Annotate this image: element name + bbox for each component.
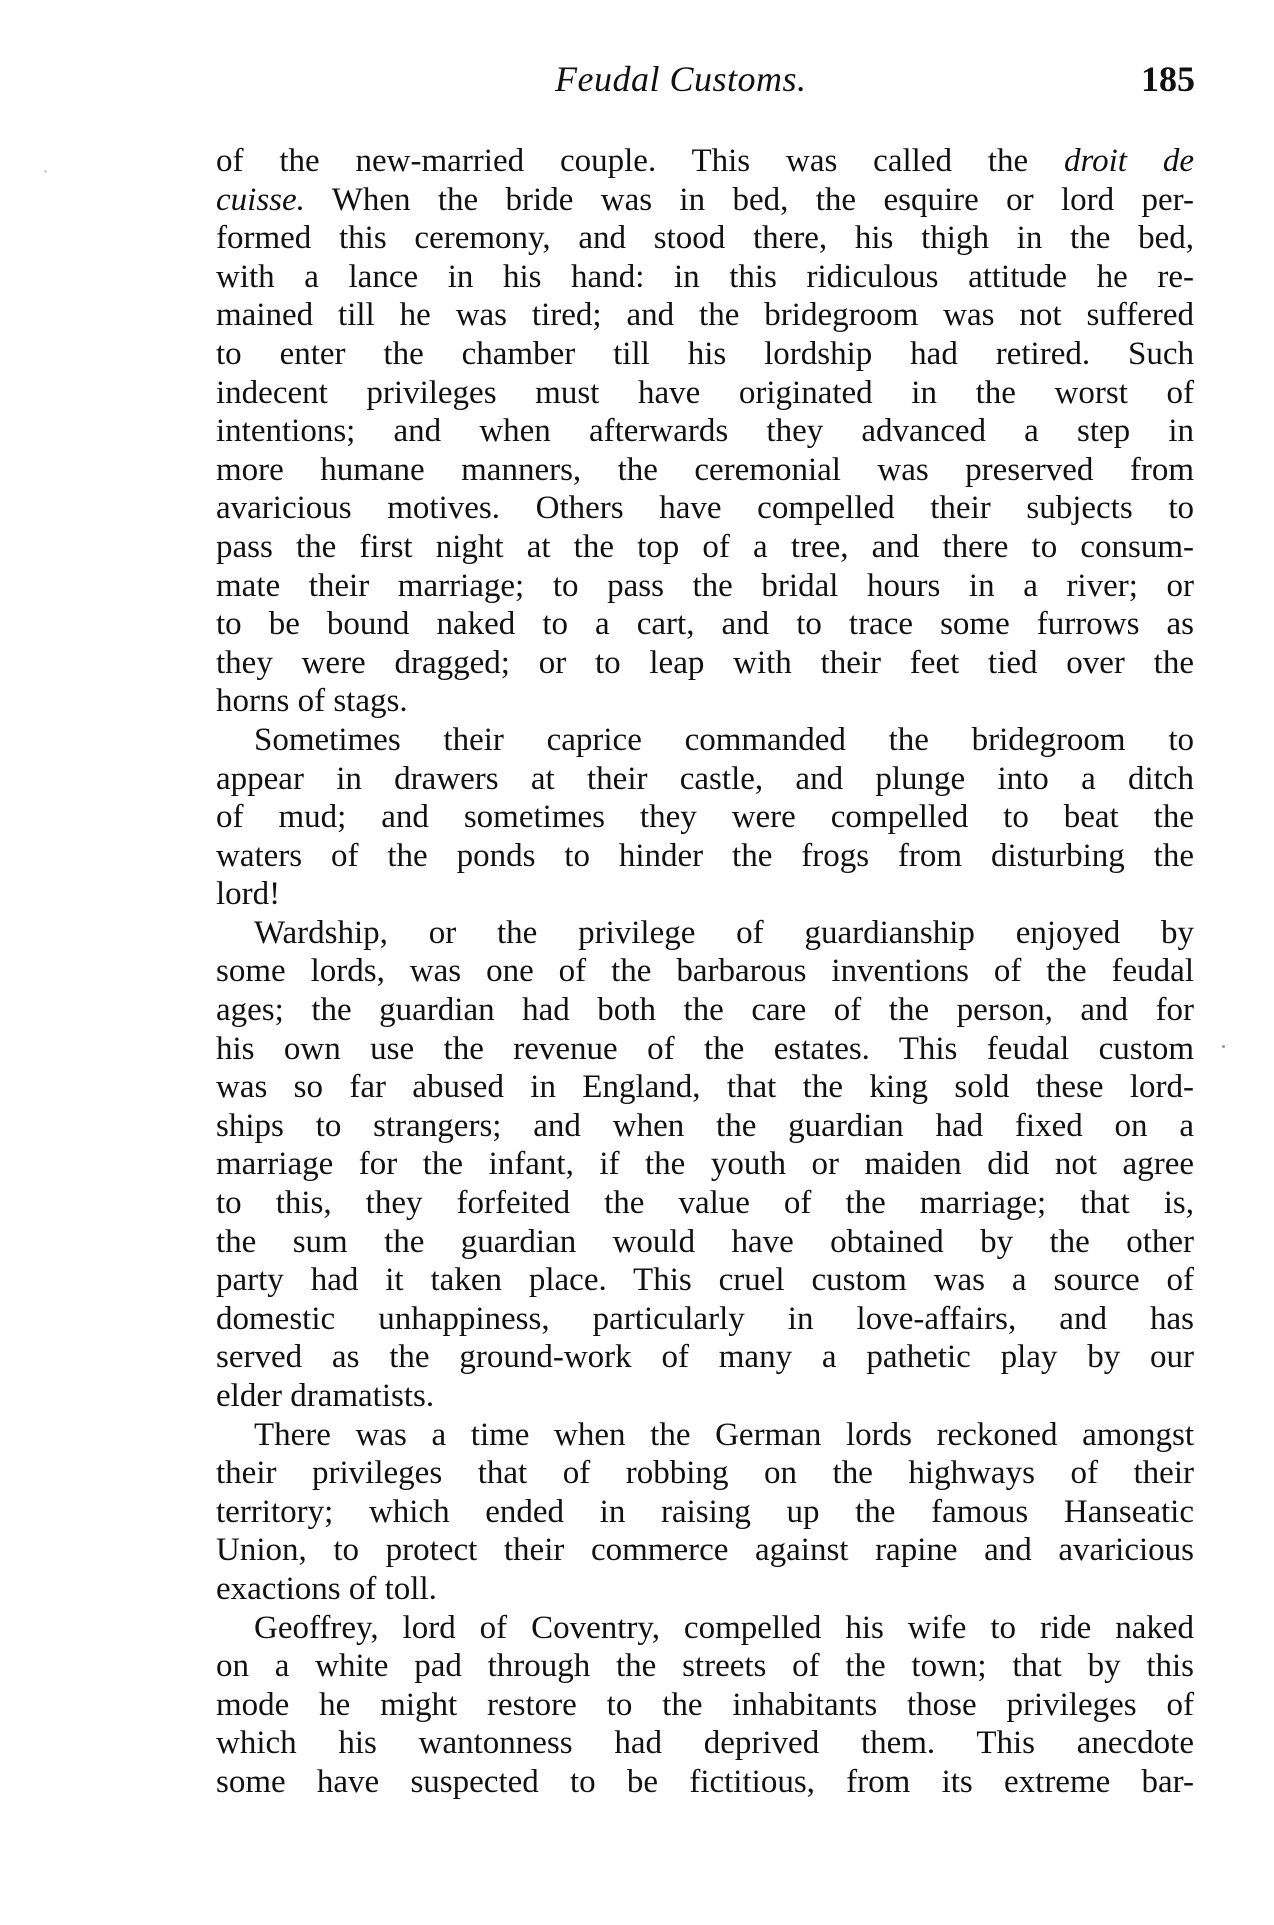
text-segment: with a lance in his hand: in this ridiculous attitude he re-: [216, 258, 1194, 295]
text-line: [216, 721, 1194, 760]
text-line: [216, 1184, 1194, 1223]
text-line: [216, 1377, 1194, 1416]
margin-speck: [1222, 1045, 1225, 1048]
text-segment: Geoffrey, lord of Coventry, compelled his wife to ride naked: [254, 1609, 1194, 1646]
text-line: [216, 1493, 1194, 1532]
text-line: [216, 798, 1194, 837]
margin-speck: [44, 170, 47, 173]
text-line: [216, 605, 1194, 644]
text-line: [216, 296, 1194, 335]
text-segment: There was a time when the German lords reckoned amongst: [254, 1416, 1194, 1453]
text-line: [216, 1686, 1194, 1725]
text-line: [216, 335, 1194, 374]
text-line: [216, 644, 1194, 683]
text-segment: mode he might restore to the inhabitants those privileges of: [216, 1686, 1194, 1723]
text-segment: marriage for the infant, if the youth or maiden did not agree: [216, 1146, 1194, 1183]
running-header: [215, 58, 1195, 108]
text-line: [216, 952, 1194, 991]
text-line: [216, 1145, 1194, 1184]
text-segment: appear in drawers at their castle, and plunge into a ditch: [216, 760, 1194, 797]
text-line: [216, 875, 1194, 914]
text-line: [216, 1416, 1194, 1455]
italic-text: droit de: [1064, 143, 1194, 179]
text-segment: waters of the ponds to hinder the frogs from disturbing the: [216, 837, 1194, 874]
text-line: [216, 1609, 1194, 1648]
text-line: [216, 567, 1194, 606]
text-segment: more humane manners, the ceremonial was preserved from: [216, 451, 1194, 488]
text-line: [216, 1570, 1194, 1609]
page-number: 185: [1141, 59, 1195, 99]
text-segment: formed this ceremony, and stood there, his thigh in the bed,: [216, 220, 1194, 257]
text-segment: to be bound naked to a cart, and to trace some furrows as: [216, 606, 1194, 643]
text-line: [216, 219, 1194, 258]
text-line: [216, 1030, 1194, 1069]
body-text: [216, 142, 1194, 1802]
text-segment: ages; the guardian had both the care of the person, and for: [216, 992, 1194, 1029]
text-segment: indecent privileges must have originated in the worst of: [216, 374, 1194, 411]
text-segment: horns of stags.: [216, 683, 408, 720]
text-segment: Union, to protect their commerce against rapine and avaricious: [216, 1532, 1194, 1569]
text-segment: some have suspected to be fictitious, from its extreme bar-: [216, 1763, 1194, 1800]
text-line: [216, 142, 1194, 181]
text-segment: mate their marriage; to pass the bridal hours in a river; or: [216, 567, 1194, 604]
text-line: [216, 489, 1194, 528]
text-segment: When the bride was in bed, the esquire or lord per-: [304, 181, 1194, 218]
text-line: [216, 1454, 1194, 1493]
text-line: [216, 1107, 1194, 1146]
text-segment: was so far abused in England, that the king sold these lord-: [216, 1069, 1194, 1106]
text-line: [216, 991, 1194, 1030]
text-segment: on a white pad through the streets of the town; that by this: [216, 1648, 1194, 1685]
text-segment: some lords, was one of the barbarous inventions of the feudal: [216, 953, 1194, 990]
italic-text: cuisse.: [216, 181, 305, 218]
text-segment: mained till he was tired; and the bridegroom was not suffered: [216, 297, 1194, 334]
text-segment: his own use the revenue of the estates. This feudal custom: [216, 1030, 1194, 1067]
text-line: [216, 914, 1194, 953]
text-line: [216, 682, 1194, 721]
text-segment: to enter the chamber till his lordship had retired. Such: [216, 335, 1194, 372]
text-segment: which his wantonness had deprived them. This anecdote: [216, 1725, 1194, 1762]
text-line: [216, 1261, 1194, 1300]
text-segment: exactions of toll.: [216, 1570, 437, 1607]
text-line: [216, 1724, 1194, 1763]
text-segment: to this, they forfeited the value of the marriage; that is,: [216, 1185, 1194, 1222]
text-segment: their privileges that of robbing on the highways of their: [216, 1455, 1194, 1492]
text-line: [216, 1068, 1194, 1107]
text-segment: Wardship, or the privilege of guardianship enjoyed by: [254, 914, 1194, 951]
text-line: [216, 1763, 1194, 1802]
text-segment: of mud; and sometimes they were compelled to beat the: [216, 799, 1194, 836]
text-line: [216, 412, 1194, 451]
text-line: [216, 1300, 1194, 1339]
text-segment: of the new-married couple. This was called the: [216, 143, 1065, 179]
text-segment: Sometimes their caprice commanded the bridegroom to: [254, 721, 1194, 758]
running-title: Feudal Customs.: [555, 59, 807, 99]
text-segment: the sum the guardian would have obtained by the other: [216, 1223, 1194, 1260]
text-line: [216, 1338, 1194, 1377]
text-line: [216, 181, 1194, 220]
text-line: [216, 374, 1194, 413]
text-line: [216, 528, 1194, 567]
text-line: [216, 1647, 1194, 1686]
text-line: [216, 258, 1194, 297]
text-segment: territory; which ended in raising up the famous Hanseatic: [216, 1493, 1194, 1530]
text-line: [216, 1531, 1194, 1570]
text-segment: lord!: [216, 876, 281, 913]
text-line: [216, 760, 1194, 799]
text-line: [216, 1223, 1194, 1262]
text-segment: avaricious motives. Others have compelled their subjects to: [216, 490, 1194, 527]
text-segment: domestic unhappiness, particularly in love-affairs, and has: [216, 1300, 1194, 1337]
text-segment: intentions; and when afterwards they advanced a step in: [216, 413, 1194, 450]
text-segment: pass the first night at the top of a tree, and there to consum-: [216, 528, 1194, 565]
text-line: [216, 451, 1194, 490]
text-segment: elder dramatists.: [216, 1378, 435, 1414]
text-segment: they were dragged; or to leap with their feet tied over the: [216, 644, 1194, 681]
text-segment: ships to strangers; and when the guardian had fixed on a: [216, 1107, 1194, 1144]
text-segment: served as the ground-work of many a pathetic play by our: [216, 1339, 1194, 1376]
text-line: [216, 837, 1194, 876]
text-segment: party had it taken place. This cruel custom was a source of: [216, 1262, 1194, 1299]
